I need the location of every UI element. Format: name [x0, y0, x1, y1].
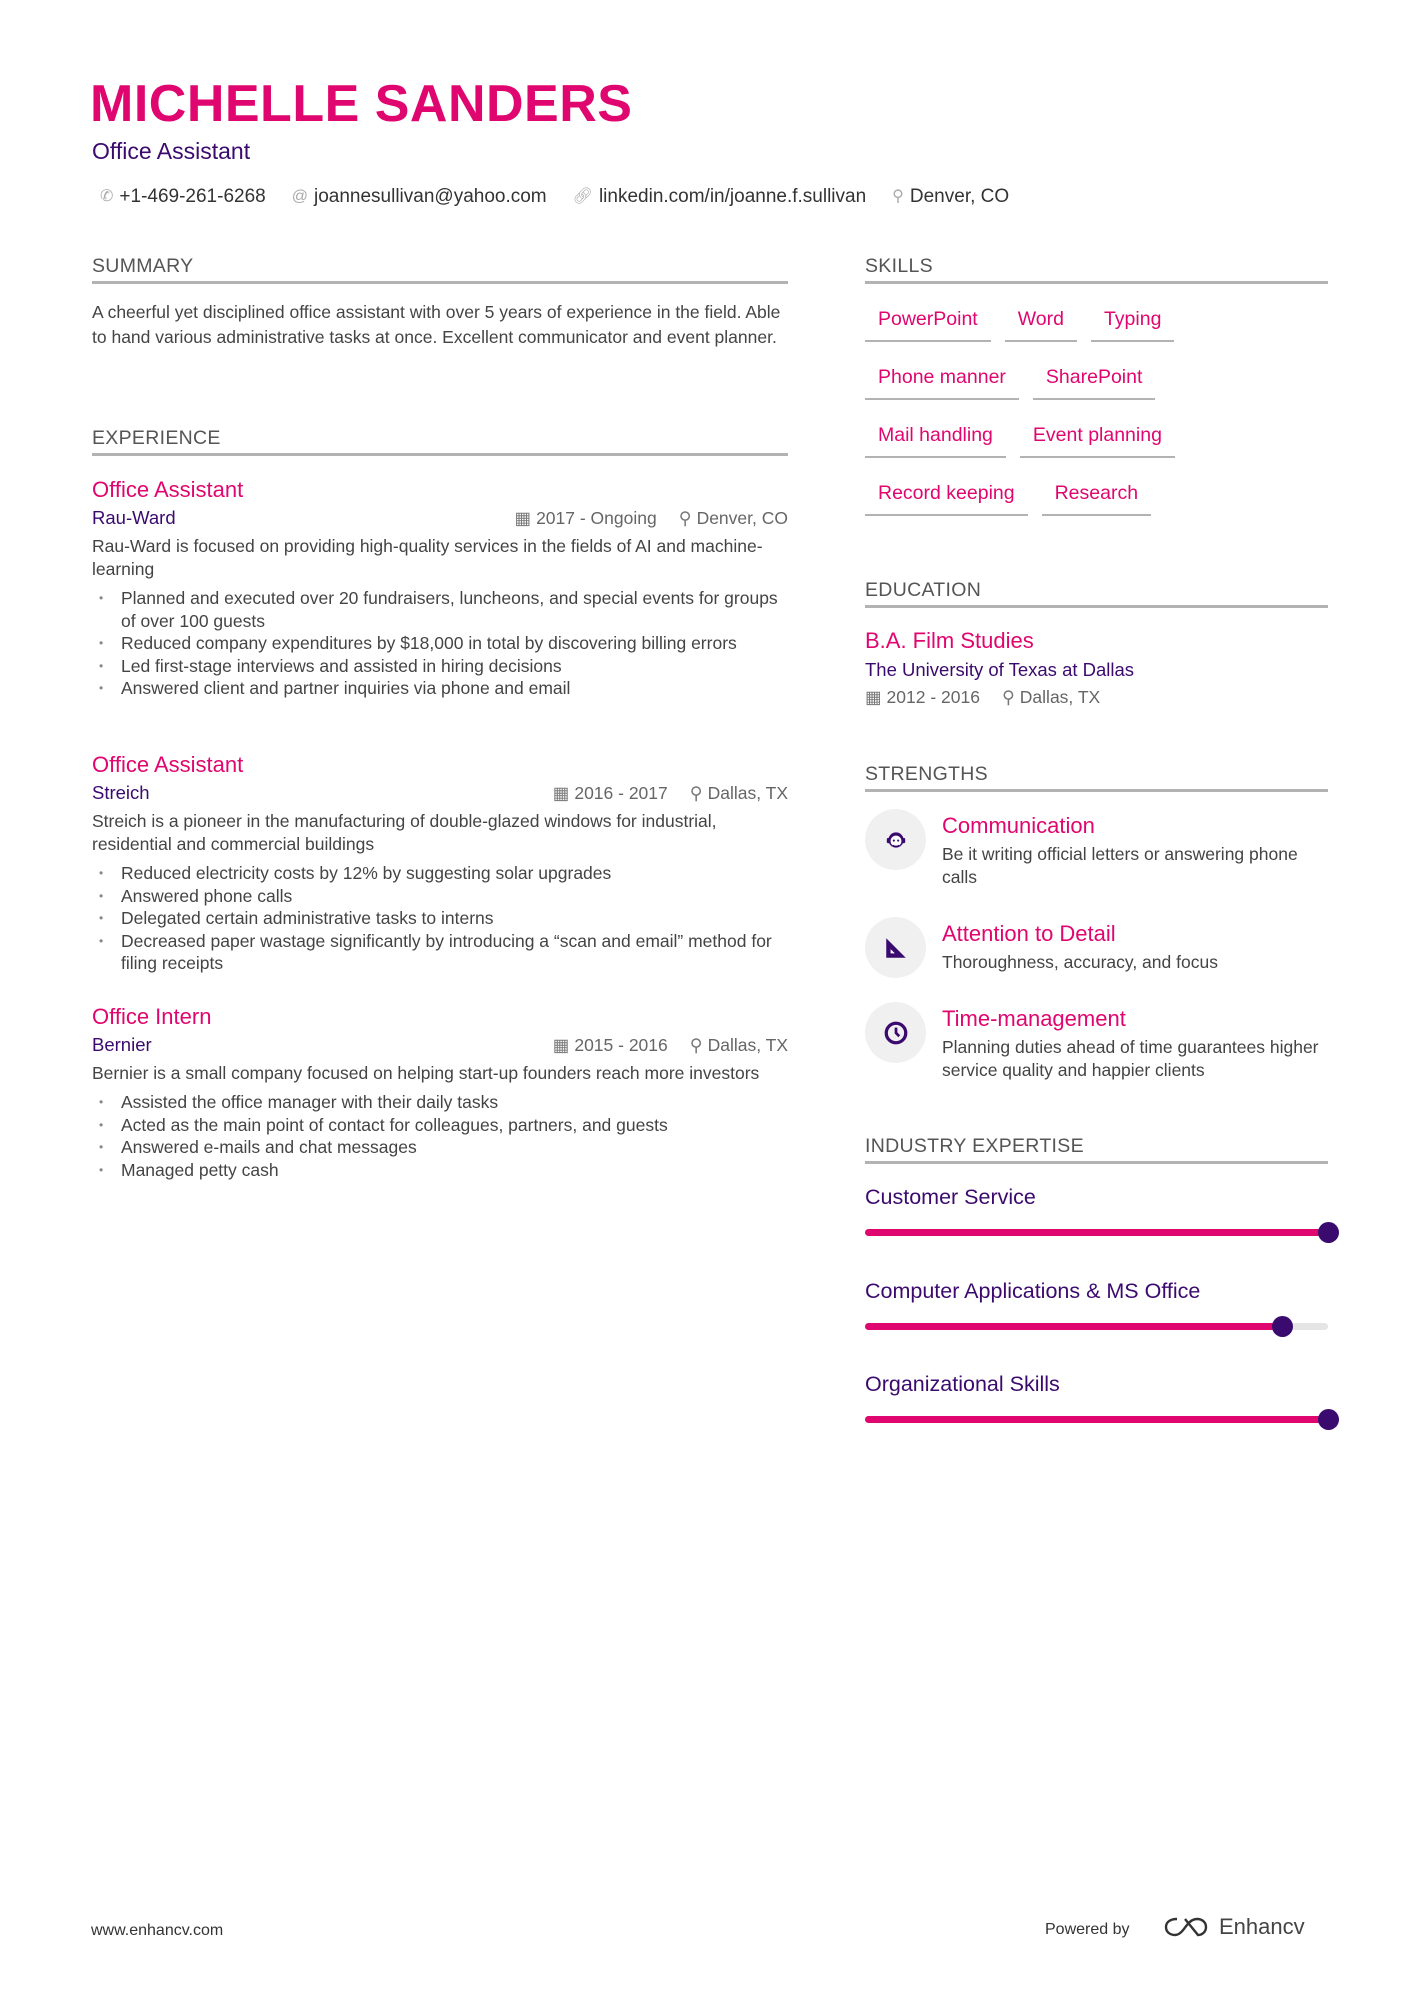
job-dates-wrap — [515, 505, 657, 531]
skills-list — [865, 304, 1328, 516]
location: Denver, CO — [909, 186, 1010, 207]
expertise-item — [865, 1369, 1328, 1423]
expertise-name: Organizational Skills — [865, 1372, 1060, 1396]
skill-tag: Research — [1042, 478, 1151, 516]
experience-heading-wrap — [92, 425, 788, 456]
phone-icon: ✆ — [100, 188, 114, 205]
skills-heading: SKILLS — [865, 253, 1328, 284]
skill-tag: PowerPoint — [865, 304, 991, 342]
expertise-knob — [1318, 1222, 1339, 1243]
calendar-icon: ▦ — [552, 1035, 570, 1055]
strengths-heading: STRENGTHS — [865, 761, 1328, 792]
edu-location: Dallas, TX — [1019, 687, 1101, 707]
expertise-knob — [1318, 1409, 1339, 1430]
location-icon: ⚲ — [678, 508, 692, 528]
candidate-title: Office Assistant — [92, 138, 251, 164]
candidate-name: MICHELLE SANDERS — [90, 75, 633, 133]
job-bullets — [92, 862, 788, 975]
job-description: Rau-Ward is focused on providing high-quality services in the fields of AI and machine-learning — [92, 536, 763, 579]
strength-description: Planning duties ahead of time guarantees higher service quality and happier clients — [942, 1037, 1319, 1080]
job-meta — [515, 505, 788, 531]
expertise-knob — [1272, 1316, 1293, 1337]
job-bullet: • Managed petty cash — [92, 1159, 788, 1182]
job-dates-wrap — [553, 780, 668, 806]
expertise-item — [865, 1276, 1328, 1330]
job-bullet: • Answered client and partner inquiries via phone and email — [92, 677, 788, 700]
skill-tag: Phone manner — [865, 362, 1019, 400]
job-bullet: • Answered e-mails and chat messages — [92, 1136, 788, 1159]
job-title: Office Intern — [92, 1004, 212, 1029]
job-entry — [92, 1002, 788, 1181]
powered-by: Powered by — [1045, 1921, 1130, 1938]
skills-row — [865, 478, 1328, 516]
expertise-fill — [865, 1229, 1328, 1236]
contact-bar — [100, 184, 1009, 210]
skills-row — [865, 420, 1328, 458]
company-name: Bernier — [92, 1034, 152, 1055]
expertise-fill — [865, 1323, 1282, 1330]
job-title: Office Assistant — [92, 477, 244, 502]
job-bullet: • Decreased paper wastage significantly by introducing a “scan and email” method for filing receipts — [92, 930, 788, 975]
job-location: Dallas, TX — [707, 1035, 788, 1055]
expertise-slider — [865, 1323, 1328, 1330]
edu-dates: 2012 - 2016 — [886, 687, 980, 707]
strength-title: Communication — [942, 813, 1095, 838]
company-name: Rau-Ward — [92, 507, 176, 528]
phone: +1-469-261-6268 — [119, 186, 266, 207]
strength-item — [865, 919, 1328, 978]
enhancv-logo-icon — [1163, 1915, 1209, 1939]
job-meta-row — [92, 505, 788, 531]
job-bullet: • Led first-stage interviews and assisted in hiring decisions — [92, 655, 788, 678]
job-entry — [92, 750, 788, 975]
strengths-heading-wrap — [865, 761, 1328, 792]
calendar-icon: ▦ — [552, 783, 570, 803]
skill-tag: Mail handling — [865, 420, 1006, 458]
location-icon: ⚲ — [892, 188, 904, 205]
strength-title: Attention to Detail — [942, 921, 1116, 946]
company-name: Streich — [92, 782, 150, 803]
at-icon: @ — [291, 188, 308, 205]
linkedin-link[interactable]: linkedin.com/in/joanne.f.sullivan — [598, 186, 867, 207]
job-location-wrap — [679, 505, 788, 531]
calendar-icon: ▦ — [514, 508, 532, 528]
summary-heading: SUMMARY — [92, 253, 788, 284]
job-meta — [553, 1032, 788, 1058]
job-location-wrap — [690, 780, 788, 806]
job-bullet: • Assisted the office manager with their daily tasks — [92, 1091, 788, 1114]
job-location: Dallas, TX — [707, 783, 788, 803]
job-dates: 2016 - 2017 — [574, 783, 668, 803]
job-location: Denver, CO — [696, 508, 788, 528]
job-bullet: • Reduced electricity costs by 12% by suggesting solar upgrades — [92, 862, 788, 885]
strength-text — [942, 1004, 1328, 1081]
strength-item — [865, 1004, 1328, 1081]
job-entry — [92, 475, 788, 700]
job-bullets — [92, 587, 788, 700]
strength-description: Thoroughness, accuracy, and focus — [942, 952, 1218, 972]
location-icon: ⚲ — [1001, 687, 1015, 707]
expertise-name: Customer Service — [865, 1185, 1036, 1209]
strength-item — [865, 811, 1328, 888]
summary-text: A cheerful yet disciplined office assistant with over 5 years of experience in the field. Able to hand various administrative tasks at once. Excellent communicator and event planner. — [92, 302, 781, 347]
job-description: Streich is a pioneer in the manufacturing of double-glazed windows for industrial, residential and commercial buildings — [92, 811, 717, 854]
footer-url[interactable]: www.enhancv.com — [91, 1922, 224, 1939]
job-meta-row — [92, 780, 788, 806]
location-icon: ⚲ — [689, 783, 703, 803]
job-bullet: • Delegated certain administrative tasks to interns — [92, 907, 788, 930]
job-meta-row — [92, 1032, 788, 1058]
brand-name: Enhancv — [1219, 1914, 1305, 1939]
skill-tag: SharePoint — [1033, 362, 1155, 400]
job-title: Office Assistant — [92, 752, 244, 777]
link-icon: 🔗︎ — [572, 188, 593, 205]
expertise-heading-wrap — [865, 1133, 1328, 1164]
expertise-item — [865, 1182, 1328, 1236]
strength-text — [942, 919, 1218, 978]
expertise-name: Computer Applications & MS Office — [865, 1279, 1201, 1303]
job-description: Bernier is a small company focused on helping start-up founders reach more investors — [92, 1063, 760, 1083]
expertise-heading: INDUSTRY EXPERTISE — [865, 1133, 1328, 1164]
email-link[interactable]: joannesullivan@yahoo.com — [313, 186, 547, 207]
expertise-fill — [865, 1416, 1328, 1423]
summary-section — [92, 253, 788, 349]
skill-tag: Event planning — [1020, 420, 1175, 458]
job-dates-wrap — [553, 1032, 668, 1058]
education-section — [865, 577, 1328, 710]
skills-row — [865, 304, 1328, 342]
job-bullet: • Planned and executed over 20 fundraisers, luncheons, and special events for groups of over 100 guests — [92, 587, 788, 632]
skill-tag: Word — [1005, 304, 1077, 342]
degree: B.A. Film Studies — [865, 628, 1034, 653]
strength-text — [942, 811, 1328, 888]
enhancv-logo[interactable] — [1163, 1914, 1305, 1940]
education-heading: EDUCATION — [865, 577, 1328, 608]
job-location-wrap — [690, 1032, 788, 1058]
strength-description: Be it writing official letters or answering phone calls — [942, 844, 1298, 887]
set-square-icon — [865, 917, 926, 978]
experience-heading: EXPERIENCE — [92, 425, 788, 456]
skills-section — [865, 253, 1328, 516]
calendar-icon: ▦ — [865, 687, 882, 707]
clock-icon — [865, 1002, 926, 1063]
school: The University of Texas at Dallas — [865, 659, 1135, 680]
job-bullets — [92, 1091, 788, 1181]
job-bullet: • Answered phone calls — [92, 885, 788, 908]
expertise-slider — [865, 1416, 1328, 1423]
strength-title: Time-management — [942, 1006, 1126, 1031]
skill-tag: Typing — [1091, 304, 1174, 342]
headset-person-icon — [865, 809, 926, 870]
job-dates: 2015 - 2016 — [574, 1035, 668, 1055]
skills-row — [865, 362, 1328, 400]
job-bullet: • Acted as the main point of contact for colleagues, partners, and guests — [92, 1114, 788, 1137]
location-icon: ⚲ — [689, 1035, 703, 1055]
job-meta — [553, 780, 788, 806]
expertise-slider — [865, 1229, 1328, 1236]
skill-tag: Record keeping — [865, 478, 1028, 516]
job-dates: 2017 - Ongoing — [536, 508, 657, 528]
job-bullet: • Reduced company expenditures by $18,000 in total by discovering billing errors — [92, 632, 788, 655]
